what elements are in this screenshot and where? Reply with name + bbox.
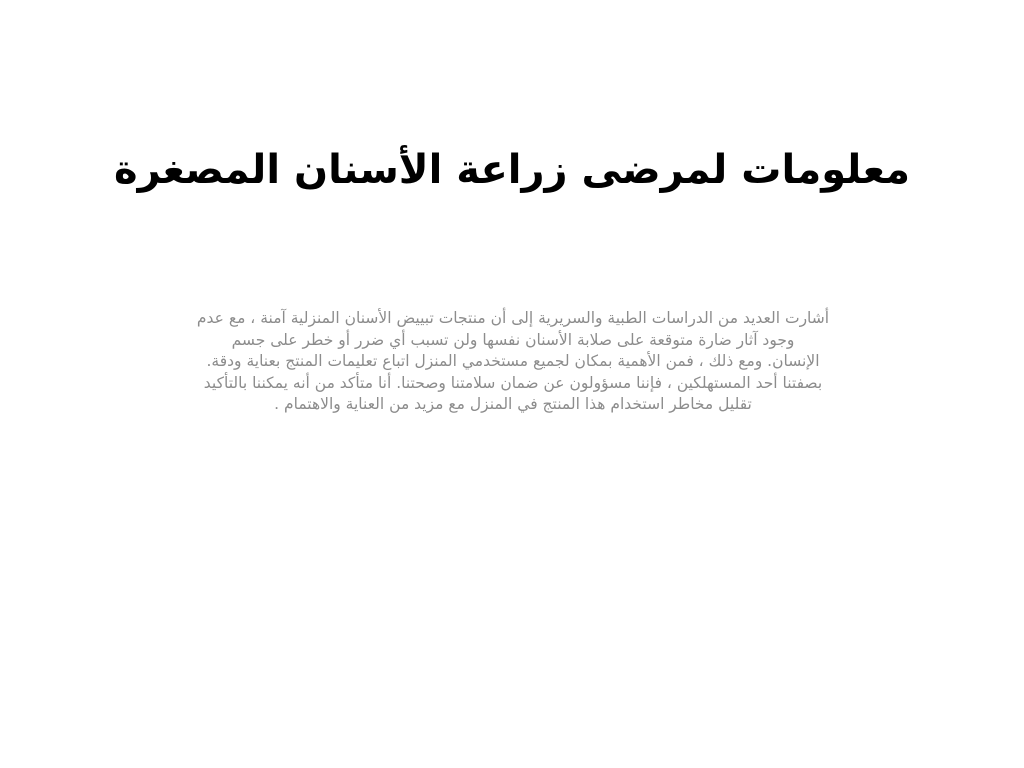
slide-title: معلومات لمرضى زراعة الأسنان المصغرة xyxy=(114,147,910,193)
body-line: بصفتنا أحد المستهلكين ، فإننا مسؤولون عن ضمان سلامتنا وصحتنا. أنا متأكد من أنه يمكننا بالتأكيد xyxy=(203,373,823,392)
body-line: أشارت العديد من الدراسات الطبية والسريرية إلى أن منتجات تبييض الأسنان المنزلية آمنة ، مع عدم xyxy=(196,309,830,327)
body-line: الإنسان. ومع ذلك ، فمن الأهمية بمكان لجميع مستخدمي المنزل اتباع تعليمات المنتج بعناية ودقة. xyxy=(206,352,820,370)
body-line: وجود آثار ضارة متوقعة على صلابة الأسنان نفسها ولن تسبب أي ضرر أو خطر على جسم xyxy=(231,330,795,349)
body-line: تقليل مخاطر استخدام هذا المنتج في المنزل مع مزيد من العناية والاهتمام . xyxy=(274,395,752,413)
slide-body-text xyxy=(96,308,930,416)
